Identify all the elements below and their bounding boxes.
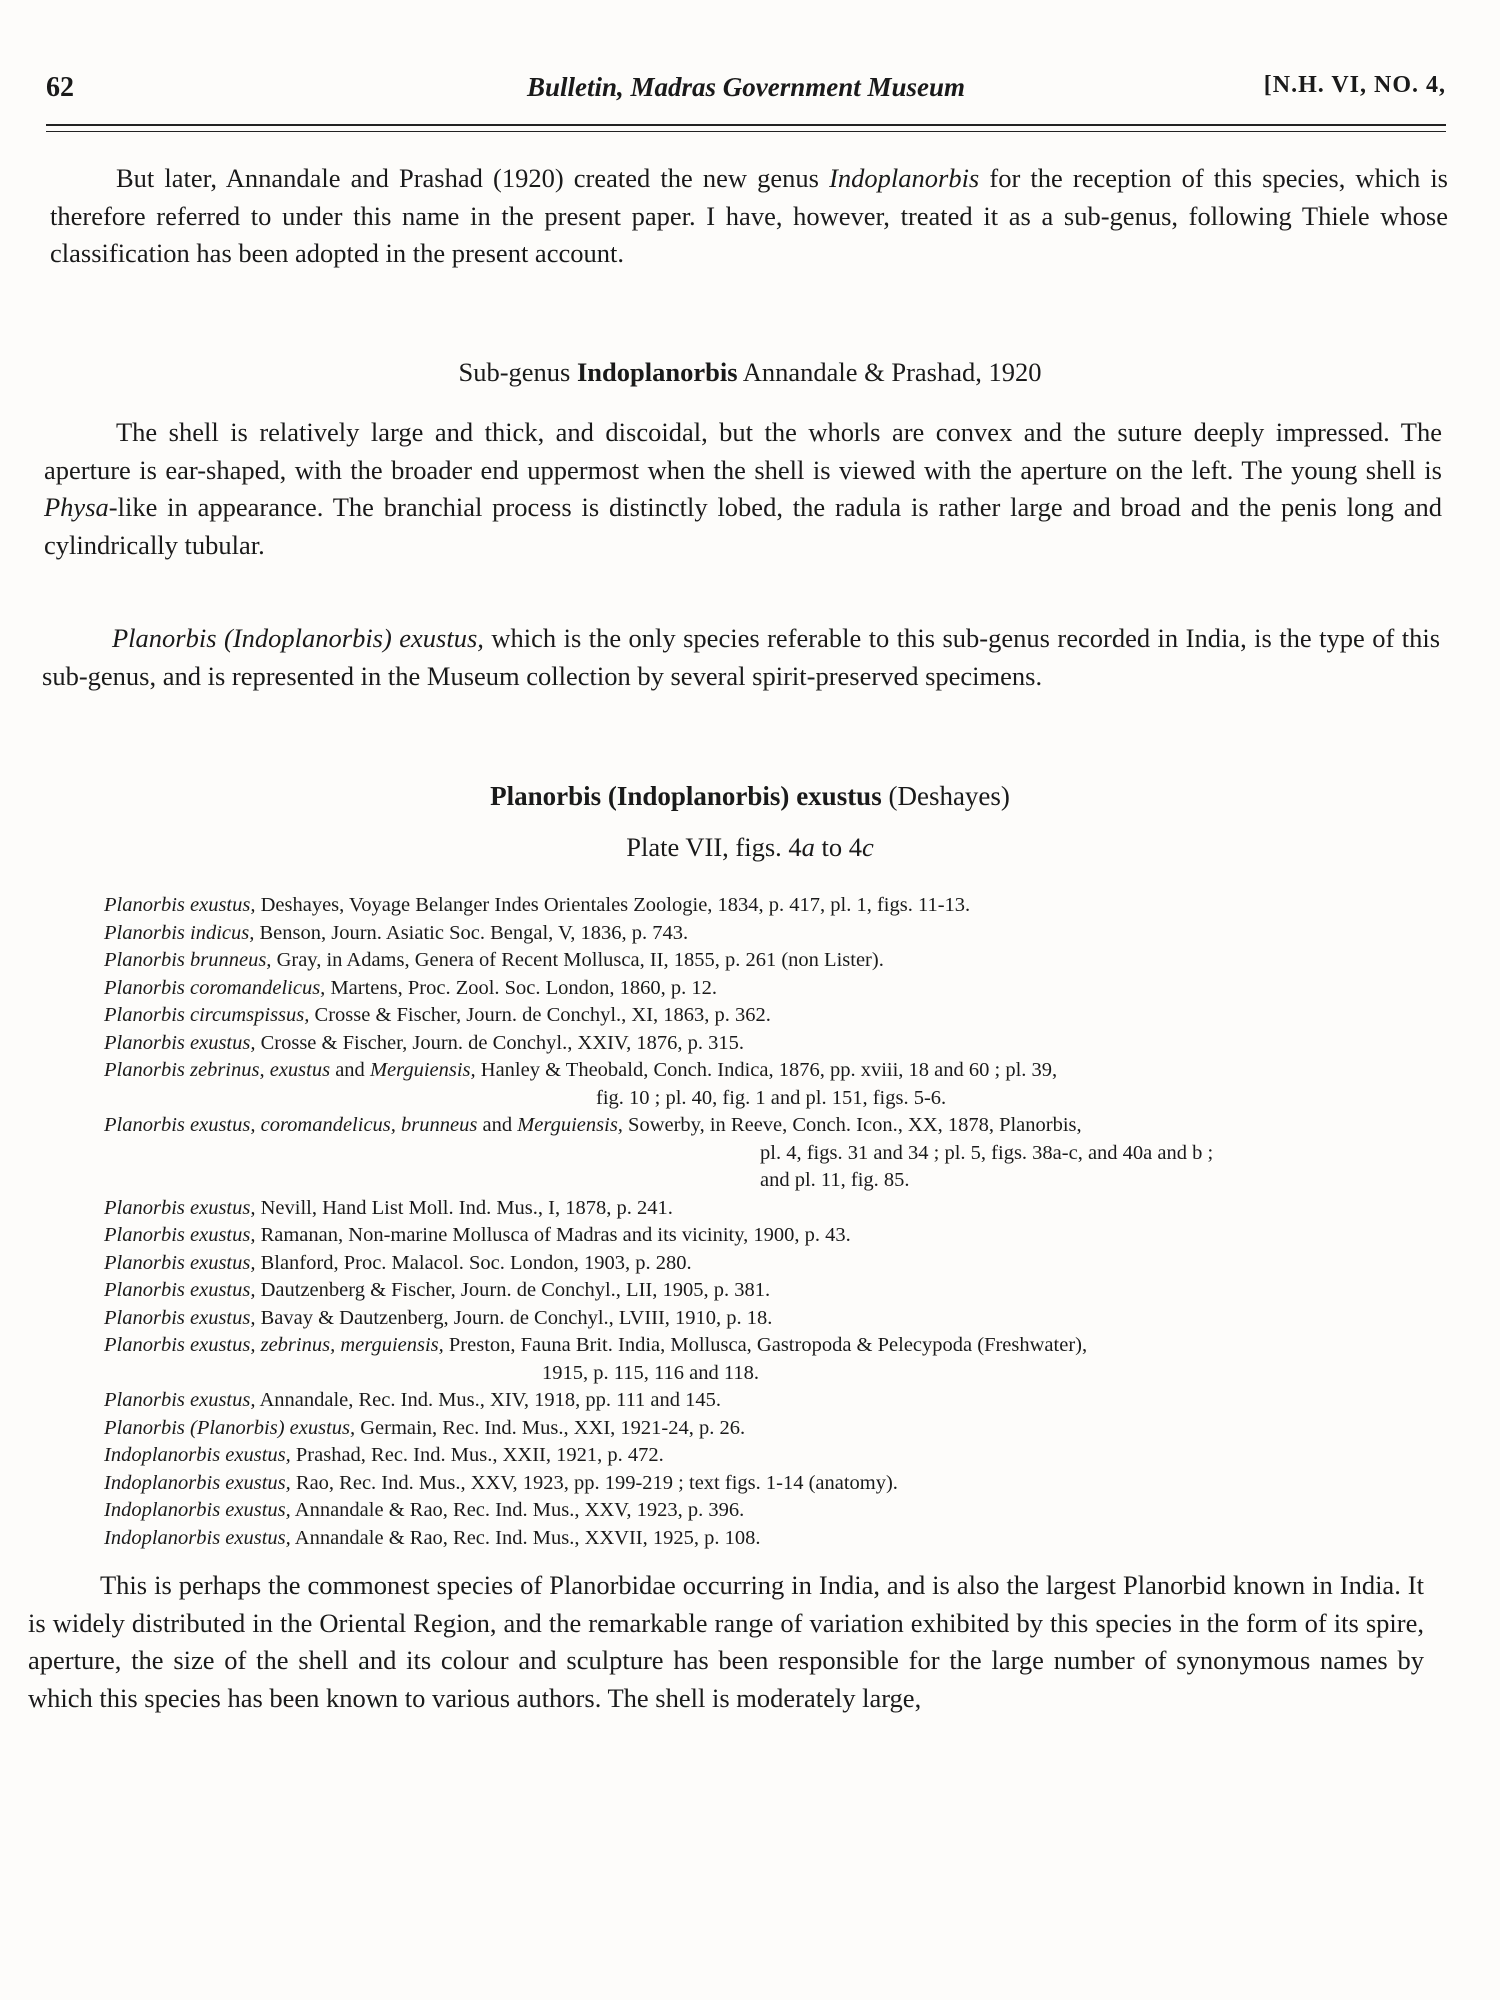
synonym-reference: Crosse & Fischer, Journ. de Conchyl., XI, 1863, p. 362. bbox=[309, 1004, 771, 1026]
paragraph-text: -like in appearance. The branchial process is distinctly lobed, the radula is rather large and broad and the penis long and cylindrically tubular. bbox=[44, 492, 1442, 560]
synonym-name: Planorbis exustus, zebrinus, merguiensis, bbox=[104, 1334, 444, 1356]
journal-title: Bulletin, Madras Government Museum bbox=[526, 72, 966, 102]
synonym-name: Merguiensis, bbox=[369, 1059, 476, 1081]
synonymy-entry bbox=[104, 1195, 1440, 1223]
synonym-reference: Preston, Fauna Brit. India, Mollusca, Gastropoda & Pelecypoda (Freshwater), bbox=[443, 1334, 1088, 1356]
genus-name: Planorbis bbox=[490, 781, 602, 811]
synonymy-entry bbox=[104, 1525, 1440, 1553]
heading-authority: Annandale & Prashad, 1920 bbox=[737, 357, 1042, 387]
synonymy-entry bbox=[104, 1387, 1440, 1415]
genus-name: Physa bbox=[44, 492, 109, 522]
synonym-name: Planorbis exustus, bbox=[104, 1031, 256, 1054]
subgenus-name: Indoplanorbis bbox=[576, 357, 738, 387]
synonym-reference: Crosse & Fischer, Journ. de Conchyl., XXIV, 1876, p. 315. bbox=[255, 1031, 744, 1054]
synonymy-entry bbox=[104, 1250, 1440, 1278]
page-number: 62 bbox=[46, 72, 74, 103]
synonym-name: Planorbis exustus, bbox=[104, 1389, 256, 1411]
synonymy-entry bbox=[104, 1057, 1440, 1112]
synonymy-entry bbox=[104, 1030, 1440, 1058]
synonym-reference: Hanley & Theobald, Conch. Indica, 1876, pp. xviii, 18 and 60 ; pl. 39, bbox=[475, 1059, 1058, 1081]
paragraph-text: which is the only species referable to this sub-genus recorded in India, is the type of this sub-genus, and is represented in the Museum collection by several spirit-preserved specimens. bbox=[42, 623, 1441, 691]
synonymy-entry bbox=[104, 1002, 1440, 1030]
synonym-name: Planorbis exustus, bbox=[104, 1279, 256, 1301]
header-rule-bottom bbox=[46, 131, 1446, 132]
paragraph-text: But later, Annandale and Prashad (1920) created the new genus bbox=[116, 163, 830, 193]
synonym-name: Planorbis zebrinus, exustus bbox=[104, 1059, 331, 1081]
synonym-name: Planorbis indicus, bbox=[104, 921, 255, 944]
running-header bbox=[46, 72, 1446, 116]
plate-fig-letter: c bbox=[862, 832, 874, 862]
header-rule-top bbox=[46, 124, 1446, 126]
subgenus-heading bbox=[0, 357, 1500, 388]
paragraph-distribution: This is perhaps the commonest species of Planorbidae occurring in India, and is also the largest Planorbid known in India. It is widely distributed in the Oriental Region, and the remarkable range of variation exhibited by this species in the form of its spire, aperture, the size of the shell and its colour and sculpture has been responsible for the large number of synonymous names by which this species has been known to various authors. The shell is moderately large, bbox=[28, 1570, 1424, 1713]
synonym-name: Planorbis brunneus, bbox=[104, 949, 272, 971]
paragraph-text: The shell is relatively large and thick, and discoidal, but the whorls are convex and the suture deeply impressed. The aperture is ear-shaped, with the broader end uppermost when the shell is viewed with the aperture on the left. The young shell is bbox=[44, 417, 1442, 485]
synonym-name: Planorbis (Planorbis) exustus, bbox=[104, 1416, 356, 1439]
synonymy-entry bbox=[104, 1415, 1440, 1443]
synonymy-entry bbox=[104, 1442, 1440, 1470]
synonymy-entry bbox=[104, 1332, 1440, 1387]
synonym-name: Planorbis exustus, bbox=[104, 1196, 256, 1219]
synonym-reference: Gray, in Adams, Genera of Recent Mollusca, II, 1855, p. 261 (non Lister). bbox=[271, 949, 884, 971]
synonymy-entry bbox=[104, 1470, 1440, 1498]
synonym-reference: Bavay & Dautzenberg, Journ. de Conchyl., LVIII, 1910, p. 18. bbox=[255, 1306, 773, 1329]
synonym-name: Planorbis exustus, bbox=[104, 894, 256, 916]
subgenus-name: (Indoplanorbis) bbox=[607, 781, 790, 811]
species-epithet: exustus bbox=[796, 781, 882, 811]
synonym-name: Planorbis exustus, bbox=[104, 1251, 256, 1274]
synonymy-entry bbox=[104, 1277, 1440, 1305]
synonym-name: Merguiensis, bbox=[517, 1114, 623, 1136]
paragraph-type-species bbox=[42, 620, 1440, 695]
synonym-reference: Prashad, Rec. Ind. Mus., XXII, 1921, p. 472. bbox=[290, 1444, 664, 1466]
synonymy-entry bbox=[104, 1222, 1440, 1250]
synonym-reference: Annandale & Rao, Rec. Ind. Mus., XXV, 1923, p. 396. bbox=[290, 1499, 745, 1521]
synonymy-entry bbox=[104, 920, 1440, 948]
synonymy-list bbox=[104, 892, 1440, 1552]
synonym-name: Planorbis exustus, coromandelicus, brunneus bbox=[104, 1114, 478, 1136]
synonymy-entry bbox=[104, 1305, 1440, 1333]
synonym-conjunction: and bbox=[477, 1114, 518, 1136]
heading-prefix: Sub-genus bbox=[458, 357, 577, 387]
synonym-reference: Sowerby, in Reeve, Conch. Icon., XX, 1878, Planorbis, bbox=[622, 1114, 1082, 1136]
species-name: Planorbis (Indoplanorbis) exustus, bbox=[112, 623, 484, 653]
plate-reference bbox=[0, 832, 1500, 863]
synonymy-entry bbox=[104, 1112, 1440, 1195]
synonym-reference: Annandale & Rao, Rec. Ind. Mus., XXVII, 1925, p. 108. bbox=[290, 1526, 761, 1549]
synonym-name: Indoplanorbis exustus, bbox=[104, 1471, 291, 1494]
synonym-reference: Benson, Journ. Asiatic Soc. Bengal, V, 1836, p. 743. bbox=[254, 921, 689, 944]
synonym-name: Indoplanorbis exustus, bbox=[104, 1526, 291, 1549]
synonym-name: Planorbis exustus, bbox=[104, 1306, 256, 1329]
synonymy-entry bbox=[104, 892, 1440, 920]
synonym-name: Planorbis circumspissus, bbox=[104, 1004, 310, 1026]
plate-text: to 4 bbox=[814, 832, 863, 862]
volume-info: [N.H. VI, NO. 4, bbox=[1263, 72, 1446, 98]
synonym-reference: Nevill, Hand List Moll. Ind. Mus., I, 1878, p. 241. bbox=[255, 1196, 673, 1219]
synonym-reference: Rao, Rec. Ind. Mus., XXV, 1923, pp. 199-219 ; text figs. 1-14 (anatomy). bbox=[290, 1471, 898, 1494]
synonym-reference: Deshayes, Voyage Belanger Indes Orientales Zoologie, 1834, p. 417, pl. 1, figs. 11-13. bbox=[255, 894, 971, 916]
synonym-name: Indoplanorbis exustus, bbox=[104, 1499, 291, 1521]
synonym-conjunction: and bbox=[330, 1059, 370, 1081]
synonym-reference: Ramanan, Non-marine Mollusca of Madras and its vicinity, 1900, p. 43. bbox=[255, 1224, 851, 1246]
plate-text: Plate VII, figs. 4 bbox=[626, 832, 802, 862]
species-heading bbox=[0, 781, 1500, 812]
synonym-name: Planorbis exustus, bbox=[104, 1224, 256, 1246]
synonym-reference-continued: fig. 10 ; pl. 40, fig. 1 and pl. 151, figs. 5-6. bbox=[596, 1086, 947, 1109]
synonymy-entry bbox=[104, 975, 1440, 1003]
synonymy-entry bbox=[104, 947, 1440, 975]
synonym-reference: Dautzenberg & Fischer, Journ. de Conchyl., LII, 1905, p. 381. bbox=[255, 1279, 771, 1301]
synonym-reference-continued: 1915, p. 115, 116 and 118. bbox=[542, 1361, 759, 1384]
synonym-reference: Germain, Rec. Ind. Mus., XXI, 1921-24, p. 26. bbox=[355, 1416, 746, 1439]
paragraph-text: for the reception of this species, which is therefore referred to under this name in the present paper. I have, however, treated it as a sub-genus, following Thiele whose classification has been adopted in the present account. bbox=[50, 163, 1448, 268]
species-author: (Deshayes) bbox=[888, 781, 1010, 811]
synonymy-entry bbox=[104, 1497, 1440, 1525]
synonym-name: Indoplanorbis exustus, bbox=[104, 1444, 291, 1466]
genus-name: Indoplanorbis bbox=[829, 163, 980, 193]
synonym-reference-continued: pl. 4, figs. 31 and 34 ; pl. 5, figs. 38a-c, and 40a and b ; bbox=[760, 1141, 1214, 1164]
synonym-reference: Annandale, Rec. Ind. Mus., XIV, 1918, pp. 111 and 145. bbox=[255, 1389, 722, 1411]
synonym-name: Planorbis coromandelicus, bbox=[104, 976, 326, 999]
plate-fig-letter: a bbox=[801, 832, 815, 862]
paragraph-shell-description bbox=[44, 414, 1442, 564]
paragraph-genus-history bbox=[50, 160, 1448, 273]
synonym-reference: Martens, Proc. Zool. Soc. London, 1860, p. 12. bbox=[325, 976, 718, 999]
synonym-reference-continued: and pl. 11, fig. 85. bbox=[760, 1169, 910, 1191]
synonym-reference: Blanford, Proc. Malacol. Soc. London, 1903, p. 280. bbox=[255, 1251, 692, 1274]
